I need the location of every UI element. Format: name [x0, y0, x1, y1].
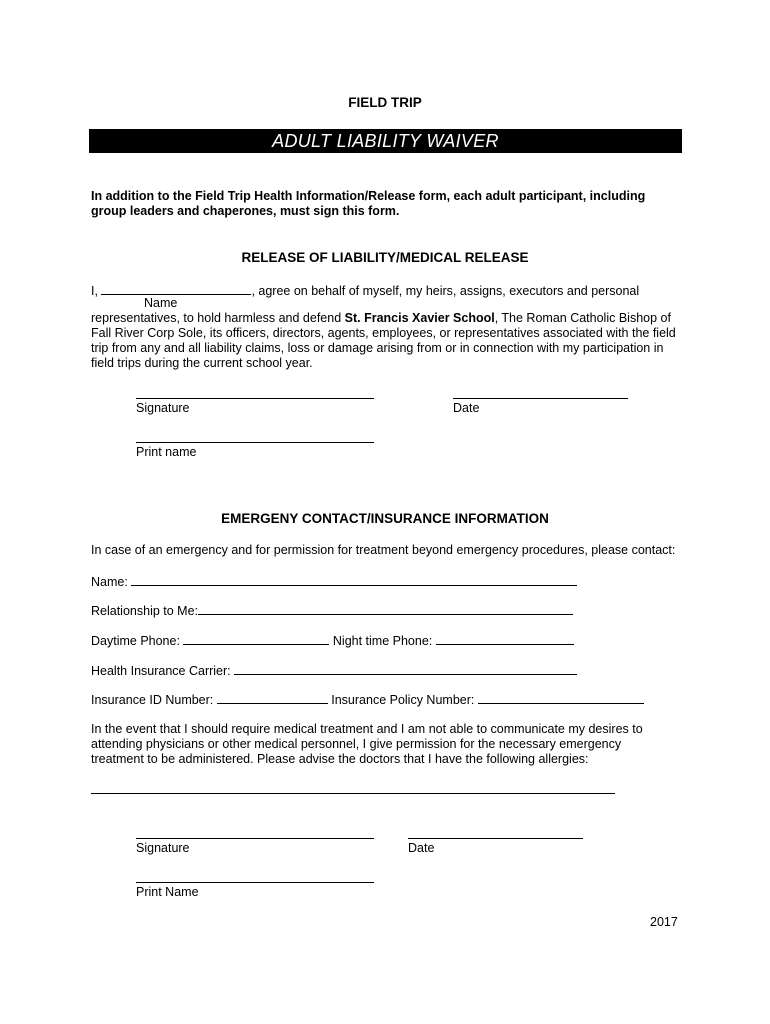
release-print-line[interactable] [136, 442, 374, 443]
treatment-line-3: treatment to be administered. Please advise the doctors that I have the following allergies: [91, 752, 589, 766]
release-date-line[interactable] [453, 398, 628, 399]
treatment-line-1: In the event that I should require medical treatment and I am not able to communicate my desires to [91, 722, 643, 736]
emergency-signature-line[interactable] [136, 838, 374, 839]
phone-row [91, 632, 574, 649]
emergency-print-line[interactable] [136, 882, 374, 883]
release-line-2-start: representatives, to hold harmless and defend [91, 311, 345, 325]
treatment-line-2: attending physicians or other medical personnel, I give permission for the necessary emergency [91, 737, 622, 751]
night-phone-field[interactable] [436, 632, 574, 645]
insurance-policy-label: Insurance Policy Number: [331, 693, 475, 707]
insurance-row [91, 691, 644, 708]
emergency-intro: In case of an emergency and for permission for treatment beyond emergency procedures, please contact: [91, 543, 676, 557]
release-line-2 [91, 311, 671, 326]
insurance-id-field[interactable] [217, 691, 328, 704]
release-line-3: Fall River Corp Sole, its officers, directors, agents, employees, or representatives associated with the field [91, 326, 676, 340]
contact-name-label: Name: [91, 575, 128, 589]
school-name: St. Francis Xavier School [344, 311, 495, 325]
release-line-2-end: , The Roman Catholic Bishop of [494, 311, 671, 325]
daytime-phone-label: Daytime Phone: [91, 634, 180, 648]
release-date-label: Date [453, 401, 480, 415]
intro-line-1: In addition to the Field Trip Health Information/Release form, each adult participant, including [91, 189, 646, 203]
relationship-label: Relationship to Me: [91, 604, 199, 618]
insurance-id-label: Insurance ID Number: [91, 693, 214, 707]
allergies-field[interactable] [91, 793, 615, 794]
emergency-signature-label: Signature [136, 841, 190, 855]
relationship-row [91, 602, 573, 619]
name-blank[interactable] [101, 282, 251, 295]
release-signature-label: Signature [136, 401, 190, 415]
emergency-date-line[interactable] [408, 838, 583, 839]
name-caption: Name [144, 296, 178, 310]
night-phone-label: Night time Phone: [332, 634, 433, 648]
carrier-field[interactable] [234, 662, 577, 675]
release-signature-line[interactable] [136, 398, 374, 399]
release-after-name: , agree on behalf of myself, my heirs, assigns, executors and personal [251, 284, 640, 298]
release-line-5: field trips during the current school year. [91, 356, 313, 370]
release-prefix: I, [91, 284, 98, 298]
relationship-field[interactable] [198, 602, 573, 615]
daytime-phone-field[interactable] [183, 632, 329, 645]
contact-name-row [91, 573, 577, 590]
intro-line-2: group leaders and chaperones, must sign this form. [91, 204, 400, 218]
emergency-print-label: Print Name [136, 885, 199, 899]
carrier-label: Health Insurance Carrier: [91, 664, 231, 678]
release-line-4: trip from any and all liability claims, loss or damage arising from or in connection with my participation in [91, 341, 664, 355]
carrier-row [91, 662, 577, 679]
waiver-banner: ADULT LIABILITY WAIVER [89, 129, 682, 153]
insurance-policy-field[interactable] [478, 691, 644, 704]
release-print-label: Print name [136, 445, 197, 459]
emergency-heading: EMERGENY CONTACT/INSURANCE INFORMATION [221, 511, 549, 526]
form-title: FIELD TRIP [348, 95, 422, 110]
emergency-date-label: Date [408, 841, 435, 855]
release-heading: RELEASE OF LIABILITY/MEDICAL RELEASE [241, 250, 529, 265]
contact-name-field[interactable] [131, 573, 577, 586]
form-year: 2017 [650, 915, 678, 929]
